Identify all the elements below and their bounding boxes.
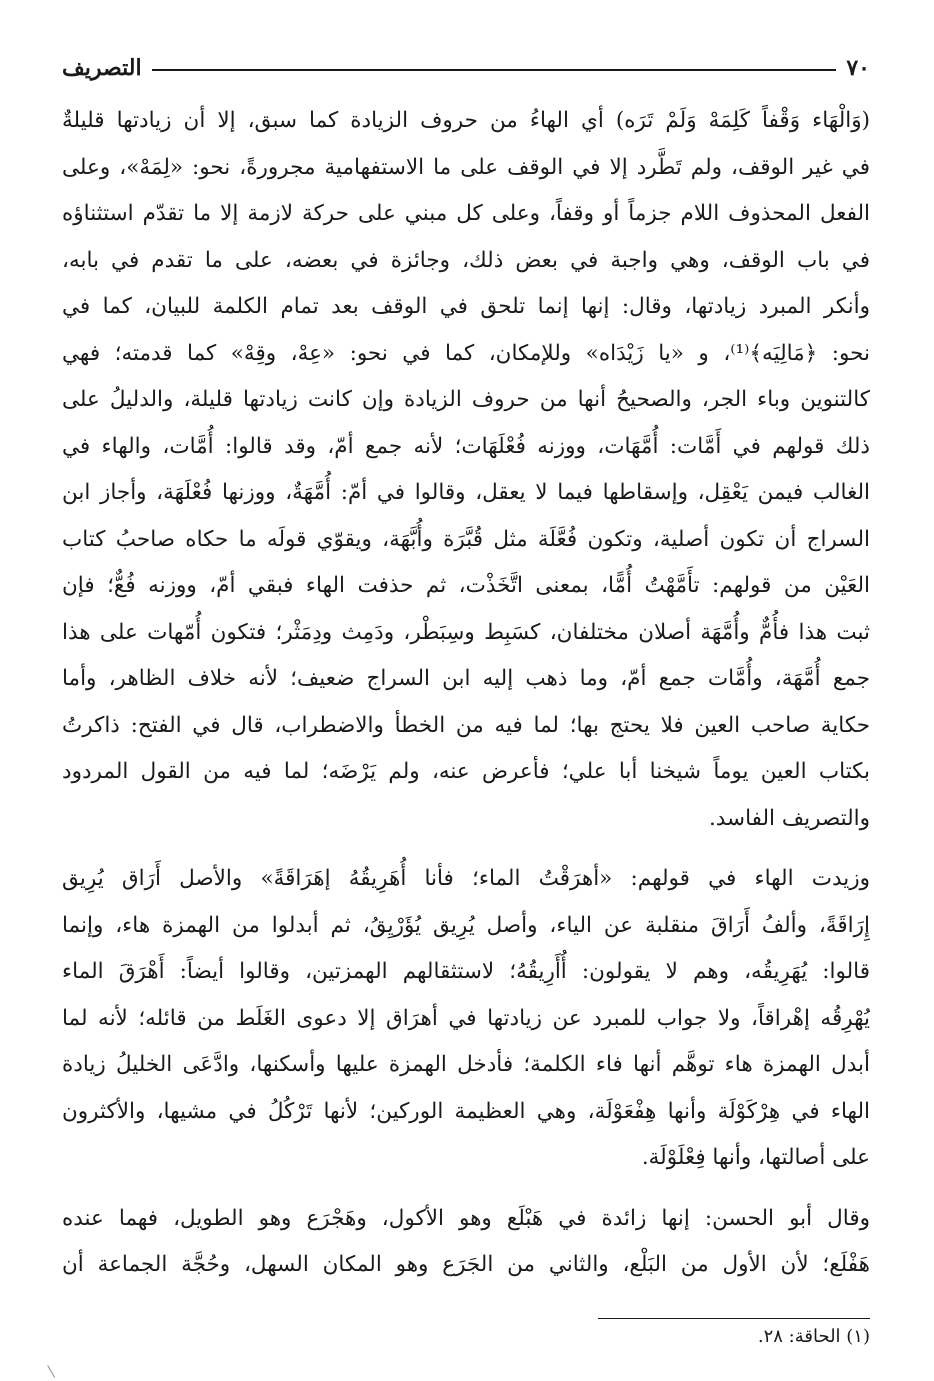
text-line: ذلك قولهم في أَمَّات: أُمَّهَات، ووزنه فُعْلَهَات؛ لأنه جمع أمّ، وقد قالوا: أُمَّات، والهاء في bbox=[62, 433, 870, 459]
text-line: في باب الوقف، وهي واجبة في بعض ذلك، وجائزة في بعضه، على ما تقدم في بابه، bbox=[62, 247, 870, 273]
text-line: أبدل الهمزة هاء توهَّم أنها فاء الكلمة؛ فأدخل الهمزة عليها وأسكنها، وادَّعَى الخليلُ زيادة bbox=[62, 1052, 870, 1077]
body-text bbox=[62, 98, 870, 1289]
text-line: وقال أبو الحسن: إنها زائدة في هَبْلَع وهو الأكول، وهَجْرَع وهو الطويل، فهما عنده bbox=[62, 1205, 870, 1231]
text-line: جمع أُمَّهَة، وأُمَّات جمع أمّ، وما ذهب إليه ابن السراج ضعيف؛ لأنه خلاف الظاهر، وأما bbox=[62, 666, 870, 691]
text-line: الغالب فيمن يَعْقِل، وإسقاطها فيما لا يعقل، وقالوا في أمّ: أُمَّهَةٌ، ووزنها فُعْلَهَة، وأجاز ابن bbox=[62, 480, 870, 505]
scan-mark bbox=[47, 1360, 64, 1378]
footnote-rule bbox=[598, 1318, 870, 1319]
text-line: إِرَاقَةً، وألفُ أَرَاقَ منقلبة عن الياء، وأصل يُرِيق يُؤَرْيِقُ، ثم أبدلوا من الهمزة هاء، وإنما bbox=[62, 912, 870, 938]
text-line: الهاء في هِرْكَوْلَة وأنها هِفْعَوْلَة، وهي العظيمة الوركين؛ لأنها تَرْكُلُ في مشيها، والأكثرون bbox=[62, 1098, 870, 1124]
text-line: الفعل المحذوف اللام جزماً أو وقفاً، وعلى كل مبني على حركة لازمة إلا ما تقدّم استثناؤه bbox=[62, 201, 870, 226]
text-line: يُهْرِقُه إهْراقاً، ولا جواب للمبرد عن زيادتها في أهرَاق إلا دعوى الغَلَط من قائله؛ لأنه لما bbox=[62, 1005, 870, 1031]
text-line: على أصالتها، وأنها فِعْلَوْلَة. bbox=[641, 1145, 870, 1170]
text-line: السراج أن تكون أصلية، وتكون فُعَّلَة مثل قُبَّرَة وأُبَّهَة، ويقوّي قولَه ما حكاه صاحبُ كتاب bbox=[62, 526, 870, 552]
text-line: كالتنوين وباء الجر، والصحيحُ أنها من حروف الزيادة وإن كانت زيادتها قليلة، والدليلُ على bbox=[62, 387, 870, 412]
text-line: في غير الوقف، ولم تَطَّرد إلا في الوقف على ما الاستفهامية مجرورةً، نحو: «لِمَهْ»، وعلى bbox=[62, 154, 870, 180]
paragraph-2 bbox=[62, 856, 870, 1182]
running-title: التصريف bbox=[62, 55, 142, 81]
text-line: (وَالْهَاء وَقْفاً كَلِمَهْ وَلَمْ تَرَه) أي الهاءُ من حروف الزيادة كما سبق، إلا أن زيادتها قليلةٌ bbox=[62, 108, 870, 133]
text-line: بكتاب العين يوماً شيخنا أبا علي؛ فأعرض عنه، ولم يَرْضَه؛ لما فيه من القول المردود bbox=[62, 759, 870, 784]
text-line: والتصريف الفاسد. bbox=[708, 805, 870, 831]
paragraph-1 bbox=[62, 98, 870, 842]
text-line: نحو: ﴿مَالِيَه﴾⁽¹⁾، و «يا زَيْدَاه» وللإمكان، كما في نحو: «عِهْ، وقِهْ» كما قدمته؛ فهي bbox=[62, 340, 870, 366]
footnote: (١) الحاقة: ٢٨. bbox=[757, 1326, 870, 1347]
page-number: ٧٠ bbox=[846, 55, 870, 81]
text-line: العَيْن من قولهم: تأَمَّهْتُ أُمًّا، بمعنى اتَّخَذْت، ثم حذفت الهاء فبقي أمّ، ووزنه فُعٌّ؛ فإن bbox=[62, 573, 870, 598]
text-line: وزيدت الهاء في قولهم: «أهرَقْتُ الماء؛ فأنا أُهَرِيقُهُ إهَرَاقَةً» والأصل أَرَاق يُرِيق bbox=[62, 866, 870, 891]
text-line: هَفْلَع؛ لأن الأول من البَلْع، والثاني من الجَرَع وهو المكان السهل، وحُجَّة الجماعة أن bbox=[62, 1252, 870, 1277]
header-rule bbox=[152, 69, 837, 71]
text-line: وأنكر المبرد زيادتها، وقال: إنها إنما تلحق في الوقف بعد تمام الكلمة للبيان، كما في bbox=[62, 294, 870, 319]
text-line: حكاية صاحب العين فلا يحتج بها؛ لما فيه من الخطأ والاضطراب، قال في الفتح: ذاكرتُ bbox=[62, 712, 870, 738]
page-header bbox=[62, 48, 870, 88]
text-line: ثبت هذا فأُمٌّ وأُمَّهَة أصلان مختلفان، كسَبِط وسِبَطْر، ودَمِث ودِمَثْر؛ فتكون أُمّهات على هذا bbox=[62, 619, 870, 645]
text-line: قالوا: يُهَرِيقُه، وهم لا يقولون: أُأَرِيقُهُ؛ لاستثقالهم الهمزتين، وقالوا أيضاً: أَهْرَقَ الماء bbox=[62, 959, 870, 984]
paragraph-3 bbox=[62, 1196, 870, 1289]
